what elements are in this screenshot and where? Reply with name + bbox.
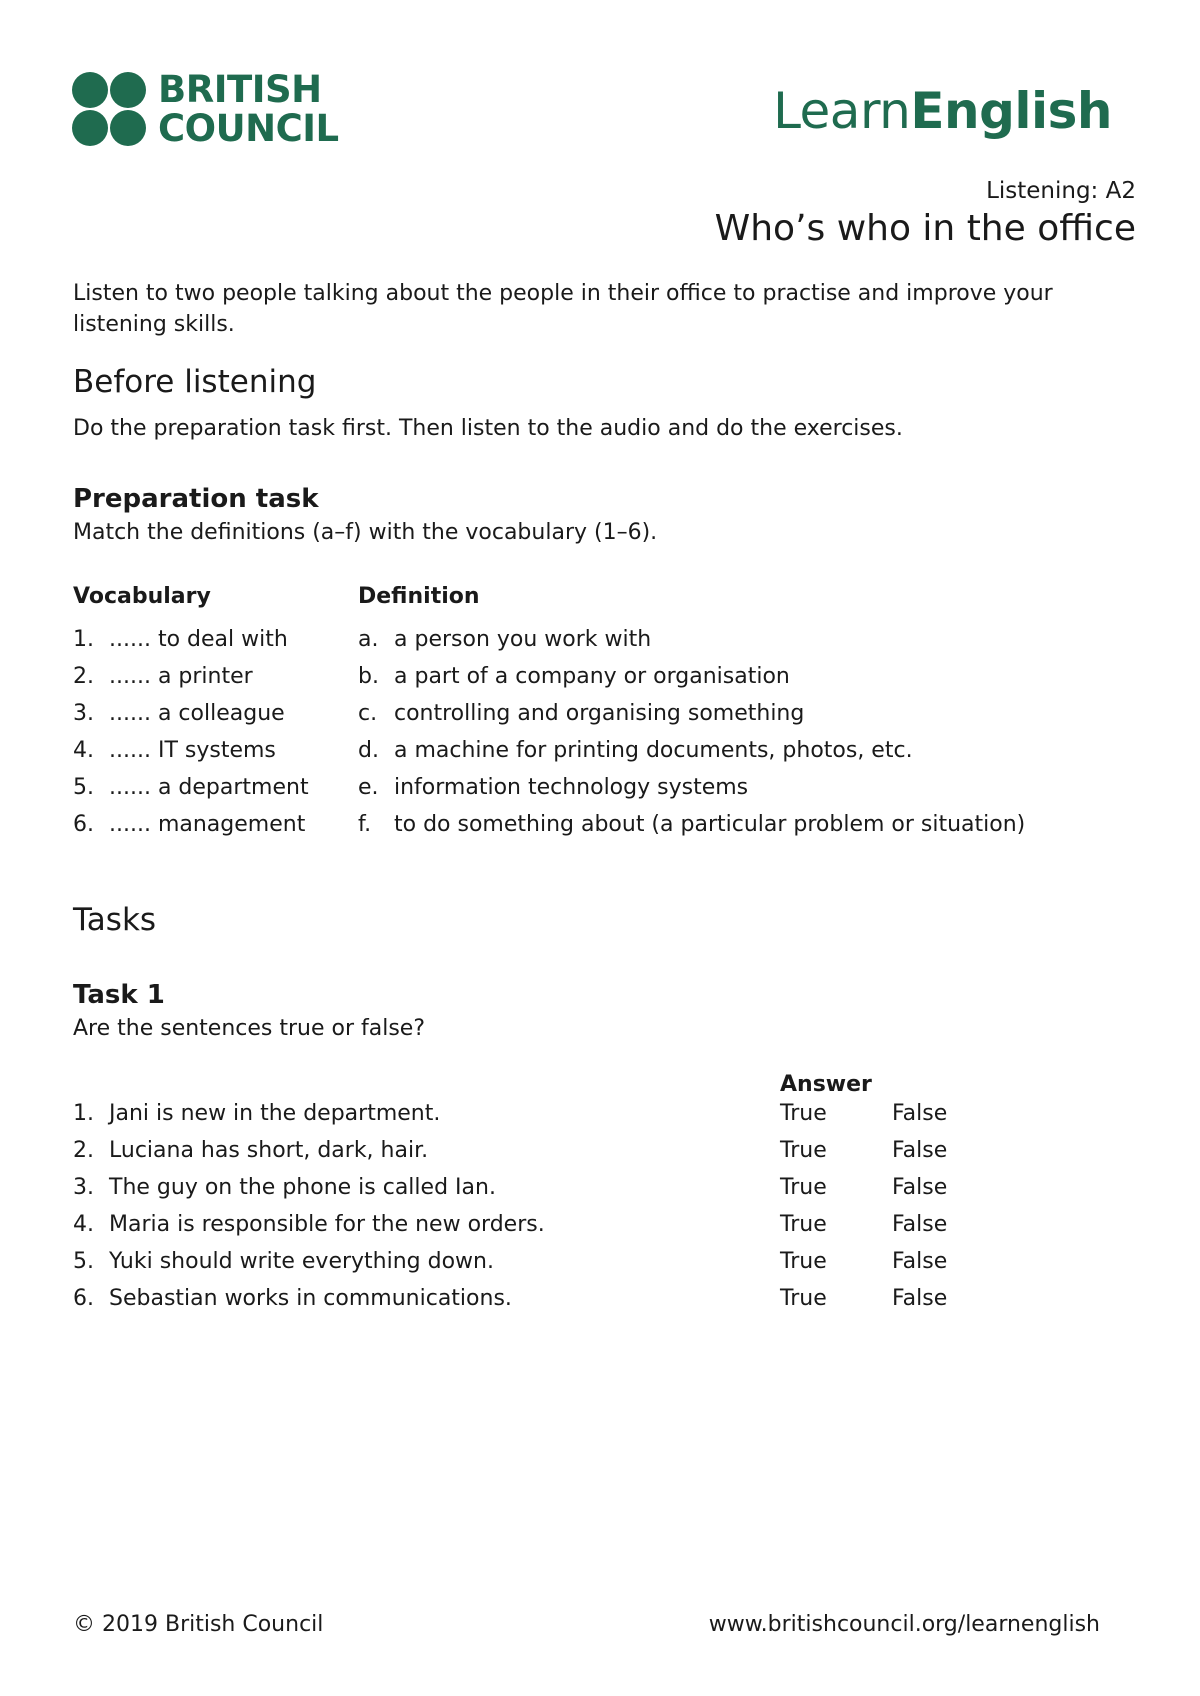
before-listening-text: Do the preparation task first. Then listen to the audio and do the exercises. [73, 416, 903, 441]
definition-item: e. information technology systems [358, 775, 749, 800]
true-option: True [780, 1249, 827, 1274]
vocab-item: 1. ...... to deal with [73, 627, 288, 652]
intro-text: Listen to two people talking about the people in their office to practise and improve your listening skills. [73, 281, 1053, 337]
definition-item: c. controlling and organising something [358, 701, 805, 726]
level-label: Listening: A2 [986, 178, 1136, 204]
page-title: Who’s who in the office [714, 208, 1136, 249]
before-listening-heading: Before listening [73, 364, 317, 400]
definition-item: a. a person you work with [358, 627, 652, 652]
learnenglish-logo: LearnEnglish [773, 82, 1112, 140]
definition-header: Definition [358, 584, 480, 609]
preparation-task-instruction: Match the definitions (a–f) with the vocabulary (1–6). [73, 520, 658, 545]
true-option: True [780, 1138, 827, 1163]
false-option: False [892, 1286, 948, 1311]
false-option: False [892, 1101, 948, 1126]
vocab-item: 6. ...... management [73, 812, 306, 837]
logo-wordmark: BRITISH COUNCIL [158, 68, 339, 150]
vocab-item: 5. ...... a department [73, 775, 309, 800]
task1-item: 2. Luciana has short, dark, hair. [73, 1138, 429, 1163]
vocab-item: 2. ...... a printer [73, 664, 253, 689]
false-option: False [892, 1212, 948, 1237]
false-option: False [892, 1138, 948, 1163]
vocab-item: 4. ...... IT systems [73, 738, 276, 763]
true-option: True [780, 1286, 827, 1311]
task1-item: 6. Sebastian works in communications. [73, 1286, 512, 1311]
false-option: False [892, 1175, 948, 1200]
task1-item: 4. Maria is responsible for the new orders. [73, 1212, 545, 1237]
true-option: True [780, 1175, 827, 1200]
footer-copyright: © 2019 British Council [73, 1612, 324, 1637]
preparation-task-heading: Preparation task [73, 484, 319, 514]
task1-instruction: Are the sentences true or false? [73, 1016, 426, 1041]
tasks-heading: Tasks [73, 902, 157, 938]
footer-url-link[interactable]: www.britishcouncil.org/learnenglish [708, 1612, 1100, 1637]
false-option: False [892, 1249, 948, 1274]
task1-item: 3. The guy on the phone is called Ian. [73, 1175, 496, 1200]
true-option: True [780, 1212, 827, 1237]
definition-item: d. a machine for printing documents, photos, etc. [358, 738, 913, 763]
true-option: True [780, 1101, 827, 1126]
task1-item: 5. Yuki should write everything down. [73, 1249, 494, 1274]
british-council-logo [72, 68, 342, 150]
task1-item: 1. Jani is new in the department. [73, 1101, 441, 1126]
answer-header: Answer [780, 1072, 872, 1097]
definition-item: f. to do something about (a particular problem or situation) [358, 812, 1026, 837]
vocab-item: 3. ...... a colleague [73, 701, 285, 726]
british-council-dots-icon [72, 72, 148, 148]
definition-item: b. a part of a company or organisation [358, 664, 790, 689]
vocabulary-header: Vocabulary [73, 584, 211, 609]
task1-heading: Task 1 [73, 980, 165, 1010]
